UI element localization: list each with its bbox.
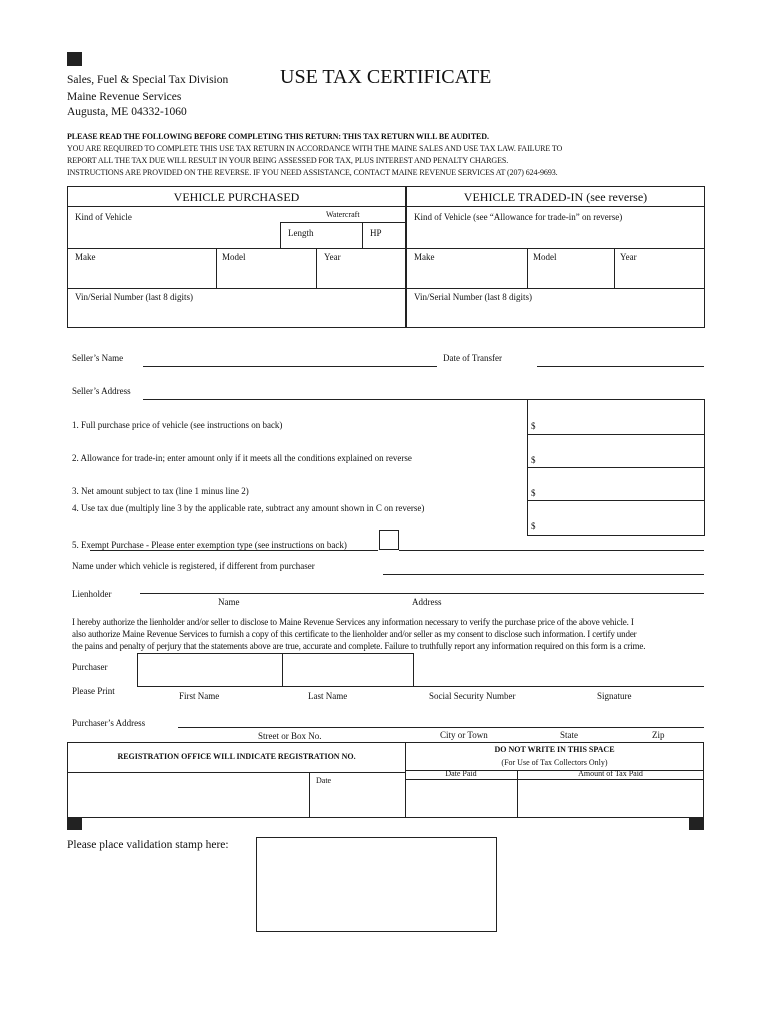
certification-line-3: the pains and penalty of perjury that the statements above are true, accurate and complete. Failure to truthfully report any information required on this form is a crime. <box>72 641 646 651</box>
notice-line-3: REPORT ALL THE TAX DUE WILL RESULT IN YOUR BEING ASSESSED FOR TAX, PLUS INTEREST AND PENALTY CHARGES. <box>67 156 509 165</box>
ssn-caption: Social Security Number <box>429 691 516 701</box>
registered-name-label: Name under which vehicle is registered, if different from purchaser <box>72 561 315 571</box>
validation-stamp-box <box>256 837 497 932</box>
line-4-label: 4. Use tax due (multiply line 3 by the applicable rate, subtract any amount shown in C on reverse) <box>72 503 425 513</box>
corner-mark-bottom-right <box>689 818 704 830</box>
city-caption: City or Town <box>440 730 488 740</box>
first-name-caption: First Name <box>179 691 220 701</box>
notice-line-2: YOU ARE REQUIRED TO COMPLETE THIS USE TAX RETURN IN ACCORDANCE WITH THE MAINE SALES AND USE TAX LAW. FAILURE TO <box>67 144 563 153</box>
purchaser-address-field[interactable] <box>178 727 704 728</box>
line-2-label: 2. Allowance for trade-in; enter amount only if it meets all the conditions explained on reverse <box>72 453 412 463</box>
exempt-checkbox[interactable] <box>379 530 399 550</box>
hp-label: HP <box>370 228 382 238</box>
purchased-vin-label: Vin/Serial Number (last 8 digits) <box>75 292 193 302</box>
please-print-label: Please Print <box>72 686 115 696</box>
seller-address-field[interactable] <box>143 399 704 400</box>
traded-kind-label: Kind of Vehicle (see “Allowance for trade-in” on reverse) <box>414 212 623 222</box>
purchased-year-label: Year <box>324 252 341 262</box>
traded-make-label: Make <box>414 252 435 262</box>
line-1-label: 1. Full purchase price of vehicle (see instructions on back) <box>72 420 283 430</box>
zip-caption: Zip <box>652 730 665 740</box>
traded-model-label: Model <box>533 252 557 262</box>
transfer-date-field[interactable] <box>537 366 704 367</box>
purchaser-address-label: Purchaser’s Address <box>72 718 146 728</box>
last-name-caption: Last Name <box>308 691 348 701</box>
traded-vin-label: Vin/Serial Number (last 8 digits) <box>414 292 532 302</box>
line-1-dollar: $ <box>531 421 536 431</box>
purchaser-label: Purchaser <box>72 662 108 672</box>
purchased-make-label: Make <box>75 252 96 262</box>
watercraft-label: Watercraft <box>326 210 360 219</box>
transfer-date-label: Date of Transfer <box>443 353 502 363</box>
lienholder-name-caption: Name <box>218 597 240 607</box>
agency-line-3: Augusta, ME 04332-1060 <box>67 106 187 118</box>
line-4-dollar: $ <box>531 521 536 531</box>
signature-caption: Signature <box>597 691 632 701</box>
state-caption: State <box>560 730 578 740</box>
notice-line-4: INSTRUCTIONS ARE PROVIDED ON THE REVERSE. IF YOU NEED ASSISTANCE, CONTACT MAINE REVENUE SERVICES AT (207) 624-9693. <box>67 168 558 177</box>
date-paid-label: Date Paid <box>445 769 477 778</box>
purchaser-last-name-field[interactable] <box>282 653 414 687</box>
registered-name-field[interactable] <box>383 574 704 575</box>
line-2-dollar: $ <box>531 455 536 465</box>
vehicle-purchased-heading: VEHICLE PURCHASED <box>173 190 300 204</box>
registration-date-label: Date <box>316 776 332 785</box>
notice-bold: PLEASE READ THE FOLLOWING BEFORE COMPLETING THIS RETURN: THIS TAX RETURN WILL BE AUDITED. <box>67 132 489 141</box>
traded-year-label: Year <box>620 252 637 262</box>
registration-office-label: REGISTRATION OFFICE WILL INDICATE REGISTRATION NO. <box>117 752 356 761</box>
amount-paid-label: Amount of Tax Paid <box>578 769 643 778</box>
do-not-write-label: DO NOT WRITE IN THIS SPACE <box>494 745 615 754</box>
line-3-label: 3. Net amount subject to tax (line 1 minus line 2) <box>72 486 249 496</box>
lienholder-field[interactable] <box>140 593 704 594</box>
page-title: USE TAX CERTIFICATE <box>280 66 492 88</box>
seller-name-label: Seller’s Name <box>72 353 124 363</box>
line-3-dollar: $ <box>531 488 536 498</box>
validation-stamp-label: Please place validation stamp here: <box>67 839 229 851</box>
certification-line-2: also authorize Maine Revenue Services to furnish a copy of this certificate to the lienholder and/or seller as my consent to disclose such information. I certify under <box>72 629 637 639</box>
certification-line-1: I hereby authorize the lienholder and/or seller to disclose to Maine Revenue Services any information necessary to verify the purchase price of the above vehicle. I <box>72 617 634 627</box>
corner-mark-top-left <box>67 52 82 66</box>
seller-address-label: Seller’s Address <box>72 386 131 396</box>
line-5-label: 5. Exempt Purchase - Please enter exemption type (see instructions on back) <box>72 540 347 550</box>
purchased-model-label: Model <box>222 252 246 262</box>
agency-line-2: Maine Revenue Services <box>67 91 182 103</box>
seller-name-field[interactable] <box>143 366 437 367</box>
lienholder-address-caption: Address <box>412 597 442 607</box>
lienholder-label: Lienholder <box>72 589 112 599</box>
purchaser-first-name-field[interactable] <box>137 653 283 687</box>
vehicle-traded-heading: VEHICLE TRADED-IN (see reverse) <box>463 190 648 204</box>
purchased-kind-label: Kind of Vehicle <box>75 212 132 222</box>
street-caption: Street or Box No. <box>258 731 322 741</box>
collectors-only-label: (For Use of Tax Collectors Only) <box>501 758 608 767</box>
corner-mark-bottom-left <box>67 818 82 830</box>
agency-line-1: Sales, Fuel & Special Tax Division <box>67 74 229 86</box>
length-label: Length <box>288 228 314 238</box>
